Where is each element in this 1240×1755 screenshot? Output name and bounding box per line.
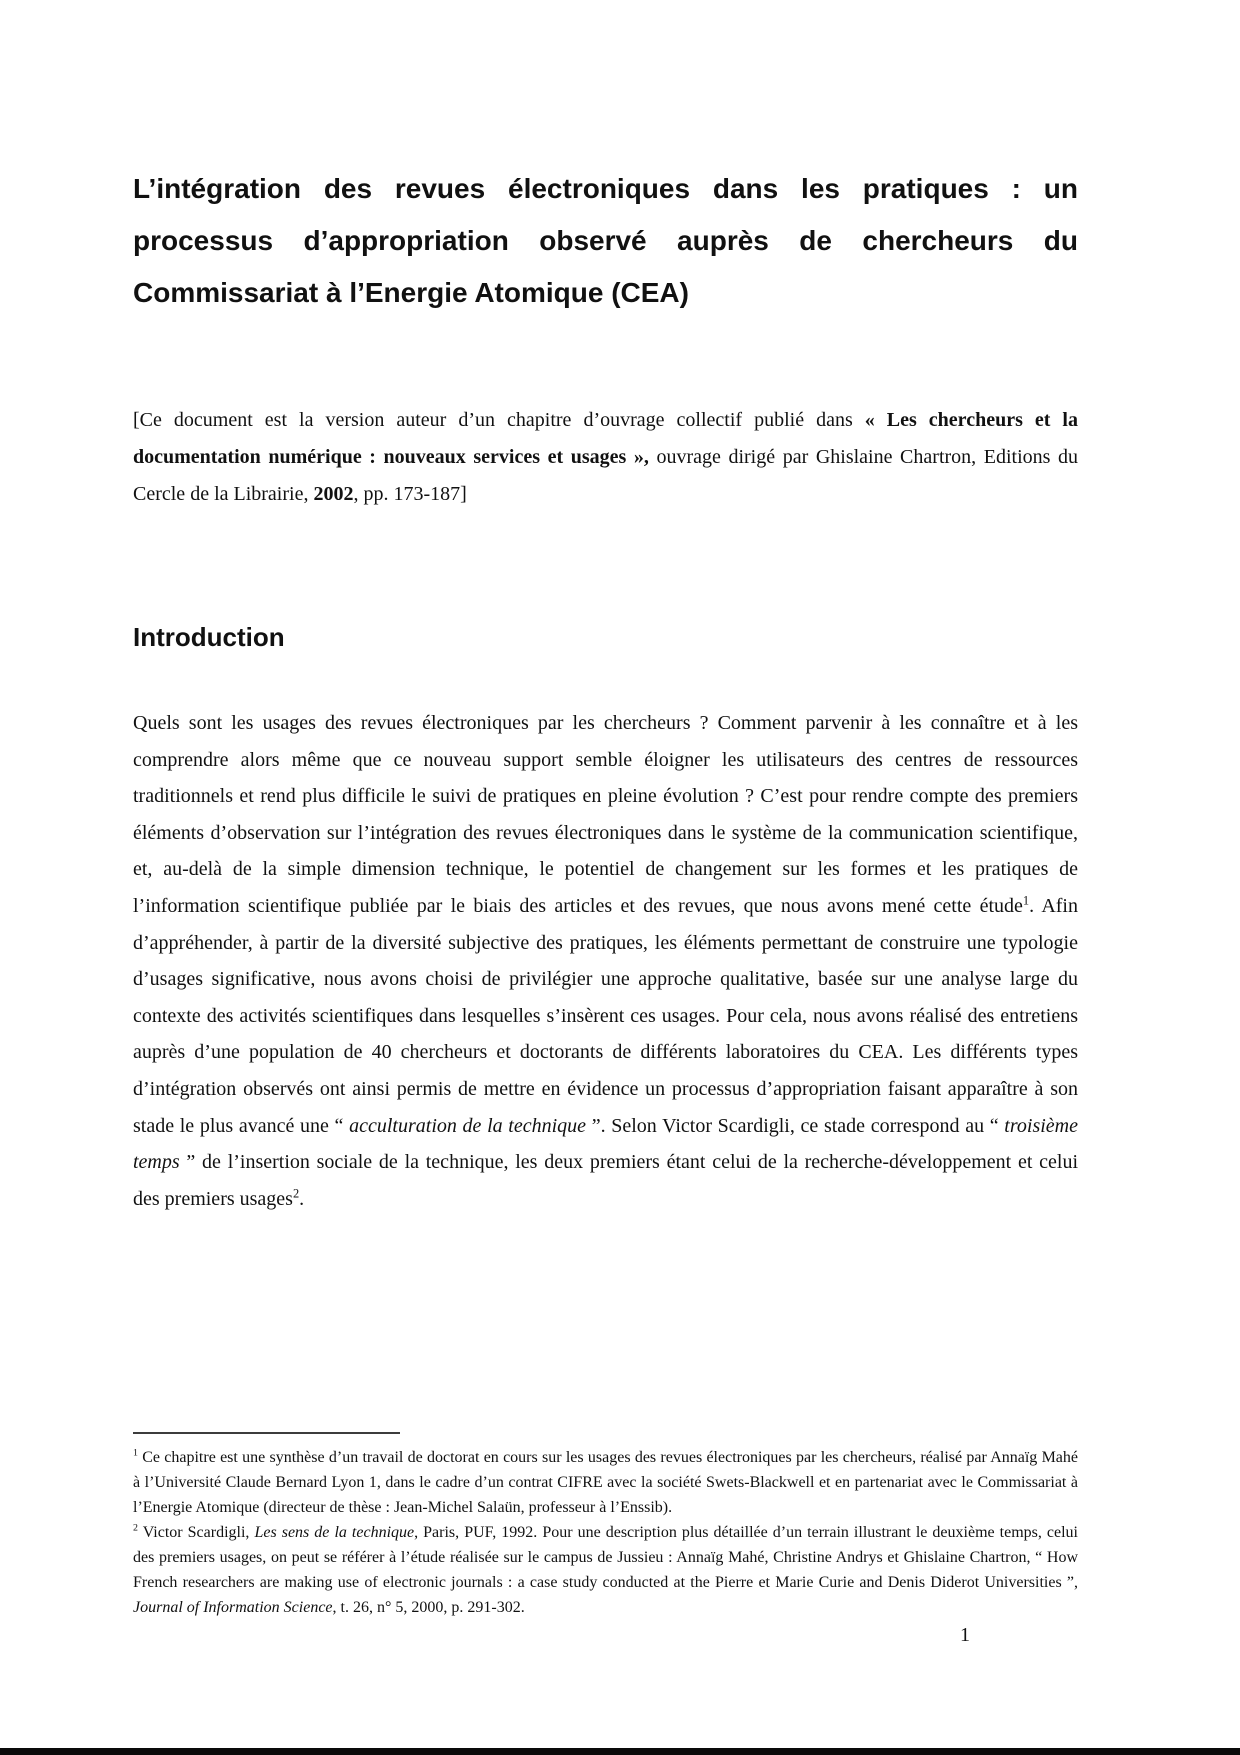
footnotes <box>133 1445 1078 1620</box>
title-line-3: Commissariat à l’Energie Atomique (CEA) <box>133 277 689 308</box>
section-heading-introduction: Introduction <box>133 622 285 652</box>
footnote-1: $^1$ Ce chapitre est une synthèse d’un travail de doctorat en cours sur les usages des revues électroniques par les chercheurs, réalisé par Annaïg Mahé à l’Université Claude Bernard Lyon 1, dans le cadre d’un contrat CIFRE avec la société Swets-Blackwell et en partenariat avec le Commissariat à l’Energie Atomique (directeur de thèse : Jean-Michel Salaün, professeur à l’Enssib). <box>133 1447 1078 1516</box>
document-title <box>133 163 1078 319</box>
title-line-2: processus d’appropriation observé auprès de chercheurs du <box>133 225 1078 256</box>
publication-note: [Ce document est la version auteur d’un chapitre d’ouvrage collectif publié dans « Les chercheurs et la documentation numérique : nouveaux services et usages », ouvrage dirigé par Ghislaine Chartron, Editions du Cercle de la Librairie, 2002, pp. 173-187] <box>133 409 1078 505</box>
footnote-separator <box>133 1432 400 1434</box>
page-number: 1 <box>960 1624 970 1646</box>
title-line-1: L’intégration des revues électroniques dans les pratiques : un <box>133 173 1078 204</box>
introduction-paragraph: Quels sont les usages des revues électroniques par les chercheurs ? Comment parvenir à les connaître et à les comprendre alors même que ce nouveau support semble éloigner les utilisateurs des centres de ressources traditionnels et rend plus difficile le suivi de pratiques en pleine évolution ? C’est pour rendre compte des premiers éléments d’observation sur l’intégration des revues électroniques dans le système de la communication scientifique, et, au-delà de la simple dimension technique, le potentiel de changement sur les formes et les pratiques de l’information scientifique publiée par le biais des articles et des revues, que nous avons mené cette étude$^1$. Afin d’appréhender, à partir de la diversité subjective des pratiques, les éléments permettant de construire une typologie d’usages significative, nous avons choisi de privilégier une approche qualitative, basée sur une analyse large du contexte des activités scientifiques dans lesquelles s’insèrent ces usages. Pour cela, nous avons réalisé des entretiens auprès d’une population de 40 chercheurs et doctorants de différents laboratoires du CEA. Les différents types d’intégration observés ont ainsi permis de mettre en évidence un processus d’appropriation faisant apparaître à son stade le plus avancé une “ acculturation de la technique ”. Selon Victor Scardigli, ce stade correspond au “ troisième temps ” de l’insertion sociale de la technique, les deux premiers étant celui de la recherche-développement et celui des premiers usages$^2$. <box>133 712 1078 1210</box>
footnote-2: $^2$ Victor Scardigli, Les sens de la technique, Paris, PUF, 1992. Pour une description plus détaillée d’un terrain illustrant le deuxième temps, celui des premiers usages, on peut se référer à l’étude réalisée sur le campus de Jussieu : Annaïg Mahé, Christine Andrys et Ghislaine Chartron, “ How French researchers are making use of electronic journals : a case study conducted at the Pierre et Marie Curie and Denis Diderot Universities ”, Journal of Information Science, t. 26, n° 5, 2000, p. 291-302. <box>133 1522 1079 1616</box>
page-bottom-edge <box>0 1748 1240 1755</box>
